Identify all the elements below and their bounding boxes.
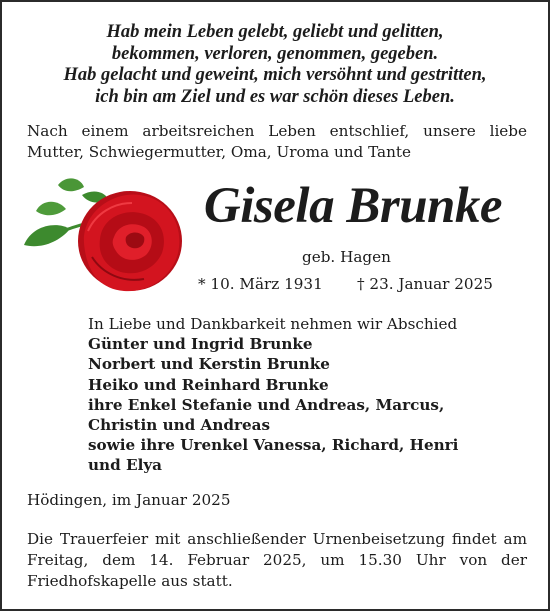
mourner-line: ihre Enkel Stefanie und Andreas, Marcus, [88, 395, 445, 414]
intro-text: Nach einem arbeitsreichen Leben entschlief, unsere liebe Mutter, Schwiegermutter, Oma, Uroma und Tante [27, 122, 527, 161]
maiden-name: geb. Hagen [302, 248, 391, 266]
mourner-line: Christin und Andreas [88, 416, 271, 435]
birth-date: * 10. März 1931 [198, 275, 323, 293]
mourner-line: sowie ihre Urenkel Vanessa, Richard, Henri [88, 436, 459, 455]
mourner-line: Heiko und Reinhard Brunke [88, 375, 329, 394]
funeral-info: Die Trauerfeier mit anschließender Urnenbeisetzung findet am Freitag, dem 14. Februar 2025, um 15.30 Uhr von der Friedhofskapelle aus statt. [27, 530, 527, 590]
poem [2, 22, 548, 108]
mourners-lead: In Liebe und Dankbarkeit nehmen wir Abschied [88, 315, 458, 333]
poem-line: ich bin am Ziel und es war schön dieses Leben. [95, 86, 455, 107]
poem-line: Hab mein Leben gelebt, geliebt und gelitten, [106, 22, 444, 42]
place-date: Hödingen, im Januar 2025 [27, 491, 231, 509]
mourners-block [88, 314, 528, 476]
red-rose-image [22, 173, 184, 297]
mourner-line: und Elya [88, 456, 163, 475]
poem-line: Hab gelacht und geweint, mich versöhnt und gestritten, [63, 65, 487, 85]
mourner-line: Norbert und Kerstin Brunke [88, 355, 330, 374]
death-date: † 23. Januar 2025 [357, 275, 493, 293]
mourner-line: Günter und Ingrid Brunke [88, 335, 313, 354]
poem-line: bekommen, verloren, genommen, gegeben. [111, 43, 439, 64]
deceased-name: Gisela Brunke [203, 178, 503, 234]
